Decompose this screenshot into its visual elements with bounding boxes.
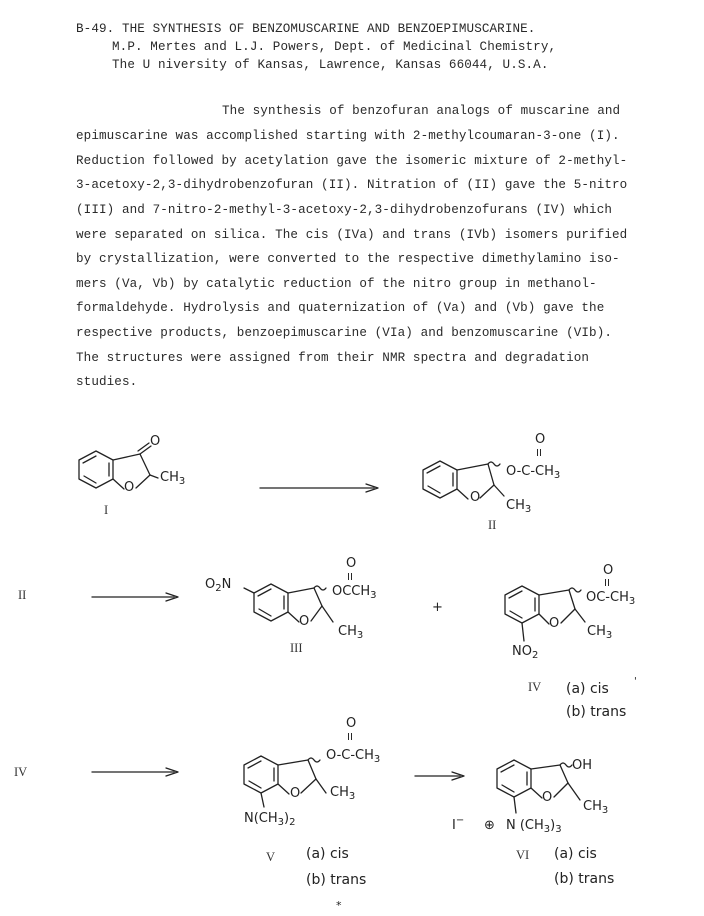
ring-oxygen: O <box>124 480 135 495</box>
structure-compound-iii <box>244 584 333 622</box>
abstract-line: 3-acetoxy-2,3-dihydrobenzofuran (II). Nitration of (II) gave the 5-nitro <box>76 178 628 192</box>
abstract-line: The synthesis of benzofuran analogs of muscarine and <box>222 104 621 118</box>
oxo-oxygen: O <box>150 434 161 449</box>
carbonyl-double-bond: II <box>604 578 610 589</box>
ring-oxygen: O <box>470 490 481 505</box>
structure-compound-vi <box>497 760 580 813</box>
methyl-group: $CH_3$ <box>583 799 609 816</box>
isomer-label-trans: (b) trans <box>566 704 627 720</box>
dimethylamino-group: $N(CH_3)_2$ <box>244 811 296 828</box>
paper-title: B-49. THE SYNTHESIS OF BENZOMUSCARINE AND BENZOEPIMUSCARINE. <box>76 22 536 36</box>
plus-sign: + <box>432 600 443 615</box>
compound-label-vi: VI <box>516 848 530 862</box>
carbonyl-double-bond: II <box>347 572 353 583</box>
ring-oxygen: O <box>549 616 560 631</box>
cation-charge: ⊕ <box>484 818 495 833</box>
structure-compound-i <box>79 443 158 489</box>
structure-compound-v <box>244 756 326 807</box>
acetoxy-group: $O-C-CH_3$ <box>326 748 381 765</box>
abstract-line: studies. <box>76 375 138 389</box>
reaction-arrow <box>92 768 178 776</box>
nitro-group: $O_2N$ <box>205 577 232 594</box>
reaction-arrow <box>260 484 378 492</box>
abstract-line: epimuscarine was accomplished starting with 2-methylcoumaran-3-one (I). <box>76 129 620 143</box>
ring-oxygen: O <box>290 786 301 801</box>
abstract-line: The structures were assigned from their NMR spectra and degradation <box>76 351 590 365</box>
abstract-line: (III) and 7-nitro-2-methyl-3-acetoxy-2,3-dihydrobenzofurans (IV) which <box>76 203 613 217</box>
compound-label-i: I <box>104 503 109 517</box>
isomer-label-cis: (a) cis <box>306 846 349 862</box>
abstract-line: by crystallization, were converted to the respective dimethylamino iso- <box>76 252 620 266</box>
isomer-label-cis: (a) cis <box>566 681 609 697</box>
acetoxy-group: $OC-CH_3$ <box>586 590 636 607</box>
structure-compound-ii <box>423 461 504 499</box>
carbonyl-oxygen: O <box>535 432 546 447</box>
paper-affiliation: The U niversity of Kansas, Lawrence, Kansas 66044, U.S.A. <box>112 58 549 72</box>
carbonyl-oxygen: O <box>346 716 357 731</box>
reactant-label-ii: II <box>18 588 27 602</box>
ring-oxygen: O <box>299 614 310 629</box>
methyl-group: $CH_3$ <box>506 498 532 515</box>
paper-authors: M.P. Mertes and L.J. Powers, Dept. of Medicinal Chemistry, <box>112 40 557 54</box>
compound-label-iv: IV <box>528 680 542 694</box>
carbonyl-oxygen: O <box>603 563 614 578</box>
nitro-group: $NO_2$ <box>512 644 539 661</box>
compound-label-v: V <box>266 850 276 864</box>
methyl-group: $CH_3$ <box>160 470 186 487</box>
footer-mark: * <box>336 899 342 912</box>
compound-label-ii: II <box>488 518 497 532</box>
acetoxy-group: $OCCH_3$ <box>332 584 377 601</box>
isomer-label-cis: (a) cis <box>554 846 597 862</box>
iodide-counterion: I− <box>452 815 465 833</box>
tick-mark: ' <box>634 676 637 687</box>
structure-compound-iv <box>505 586 585 641</box>
abstract-line: mers (Va, Vb) by catalytic reduction of the nitro group in methanol- <box>76 277 597 291</box>
abstract-line: formaldehyde. Hydrolysis and quaternization of (Va) and (Vb) gave the <box>76 301 605 315</box>
carbonyl-double-bond: II <box>347 732 353 743</box>
reaction-arrow <box>415 772 464 780</box>
methyl-group: $CH_3$ <box>587 624 613 641</box>
isomer-label-trans: (b) trans <box>554 871 615 887</box>
reactant-label-iv: IV <box>14 765 28 779</box>
hydroxy-group: OH <box>572 758 593 773</box>
carbonyl-oxygen: O <box>346 556 357 571</box>
ring-oxygen: O <box>542 790 553 805</box>
abstract-line: Reduction followed by acetylation gave the isomeric mixture of 2-methyl- <box>76 154 628 168</box>
reaction-arrow <box>92 593 178 601</box>
methyl-group: $CH_3$ <box>338 624 364 641</box>
abstract-line: were separated on silica. The cis (IVa) and trans (IVb) isomers purified <box>76 228 628 242</box>
acetoxy-group: $O-C-CH_3$ <box>506 464 561 481</box>
methyl-group: $CH_3$ <box>330 785 356 802</box>
carbonyl-double-bond: II <box>536 448 542 459</box>
trimethylammonium-group: N $(CH_3)_3$ <box>506 818 562 835</box>
compound-label-iii: III <box>290 641 303 655</box>
isomer-label-trans: (b) trans <box>306 872 367 888</box>
abstract-line: respective products, benzoepimuscarine (VIa) and benzomuscarine (VIb). <box>76 326 613 340</box>
